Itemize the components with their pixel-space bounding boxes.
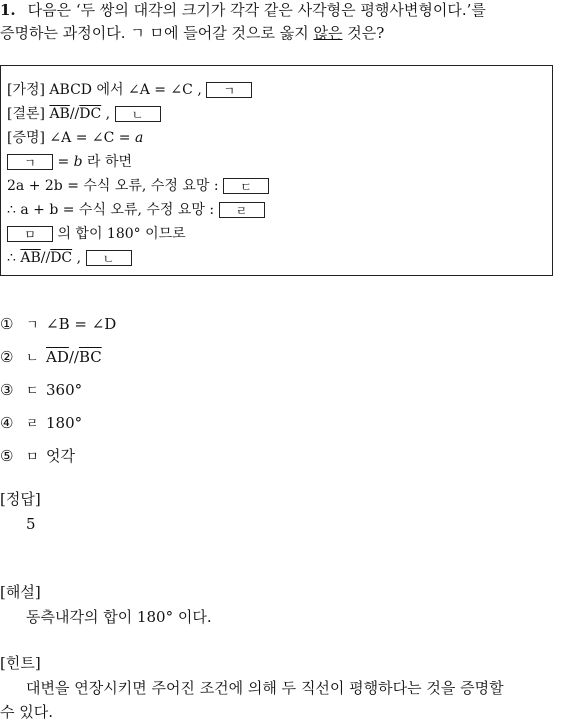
question-line-1 — [0, 0, 486, 20]
parallel-symbol: // — [40, 250, 51, 266]
therefore-symbol: ∴ — [7, 250, 21, 266]
hint-text-2: 수 있다. — [0, 703, 54, 721]
question-line-2 — [0, 23, 384, 43]
parallel-symbol: // — [69, 106, 80, 122]
segment-dc: $\overline{DC}$ — [50, 250, 73, 266]
choice-number: ④ — [0, 414, 14, 432]
segment-ab: $\overline{AB}$ — [49, 106, 70, 122]
hint-text-1: 대변을 연장시키면 주어진 조건에 의해 두 직선이 평행하다는 것을 증명할 — [26, 679, 504, 697]
choice-5[interactable] — [0, 446, 75, 468]
proof-line-5 — [7, 176, 269, 196]
blank-box: ㄹ — [219, 202, 265, 218]
parallel-symbol: // — [68, 348, 79, 366]
hint-label: [힌트] — [0, 654, 41, 672]
choice-2[interactable] — [0, 347, 102, 369]
variable-b: b — [73, 154, 83, 170]
comma: , — [101, 106, 111, 122]
proof-line-8 — [7, 248, 132, 268]
proof-line-assumption — [7, 80, 252, 100]
proof-line-6-text: ∴ a + b = 수식 오류, 수정 요망 : — [7, 202, 215, 218]
blank-box: ㅁ — [7, 226, 53, 242]
proof-line-7-text: 의 합이 180° 이므로 — [53, 226, 186, 242]
choice-1[interactable] — [0, 314, 116, 336]
question-underlined-word: 않은 — [313, 24, 343, 42]
question-text-1: 다음은 ‘두 쌍의 대각의 크기가 각각 같은 사각형은 평행사변형이다.’를 — [27, 1, 486, 19]
choice-3[interactable] — [0, 380, 82, 402]
assumption-text: [가정] ABCD 에서 ∠A = ∠C , — [7, 82, 202, 98]
proof-line-proof — [7, 128, 143, 148]
choice-number: ① — [0, 315, 14, 333]
segment-ad: $\overline{AD}$ — [46, 348, 69, 366]
variable-a: a — [134, 130, 144, 146]
answer-label: [정답] — [0, 490, 41, 508]
segment-dc: $\overline{DC}$ — [79, 106, 102, 122]
choice-text: 엇각 — [46, 447, 75, 465]
choice-4[interactable] — [0, 413, 82, 435]
choice-key: ㅁ — [26, 450, 39, 465]
question-text-2-end: 것은? — [342, 24, 385, 42]
proof-box — [0, 65, 553, 276]
proof-line-6 — [7, 200, 265, 220]
question-number: 1. — [0, 1, 16, 19]
proof-line-4-tail: 라 하면 — [82, 154, 133, 170]
choice-number: ② — [0, 348, 14, 366]
blank-box: ㄷ — [223, 178, 269, 194]
blank-box: ㄱ — [7, 154, 53, 170]
explanation-label: [해설] — [0, 583, 41, 601]
choice-number: ⑤ — [0, 447, 14, 465]
choice-key: ㄹ — [26, 417, 39, 432]
proof-line-5-text: 2a + 2b = 수식 오류, 수정 요망 : — [7, 178, 219, 194]
proof-line-4 — [7, 152, 132, 172]
blank-box: ㄴ — [86, 250, 132, 266]
choice-key: ㄷ — [26, 384, 39, 399]
explanation-text: 동측내각의 합이 180° 이다. — [26, 608, 212, 626]
proof-line-7 — [7, 224, 186, 244]
segment-bc: $\overline{BC}$ — [78, 348, 102, 366]
conclusion-label: [결론] — [7, 106, 50, 122]
choice-text: 360° — [46, 381, 83, 399]
proof-label-text: [증명] ∠A = ∠C = — [7, 130, 135, 146]
blank-box: ㄴ — [115, 106, 161, 122]
blank-box: ㄱ — [206, 82, 252, 98]
segment-ab: $\overline{AB}$ — [20, 250, 41, 266]
choice-text: 180° — [46, 414, 83, 432]
question-text-2: 증명하는 과정이다. ㄱ ㅁ에 들어갈 것으로 옳지 — [0, 24, 314, 42]
choice-key: ㄴ — [26, 351, 39, 366]
proof-line-conclusion — [7, 104, 161, 124]
choice-number: ③ — [0, 381, 14, 399]
answer-value: 5 — [26, 515, 36, 533]
equals-text: = — [53, 154, 74, 170]
comma: , — [72, 250, 82, 266]
choice-key: ㄱ — [26, 318, 39, 333]
choice-text: ∠B = ∠D — [46, 315, 117, 333]
